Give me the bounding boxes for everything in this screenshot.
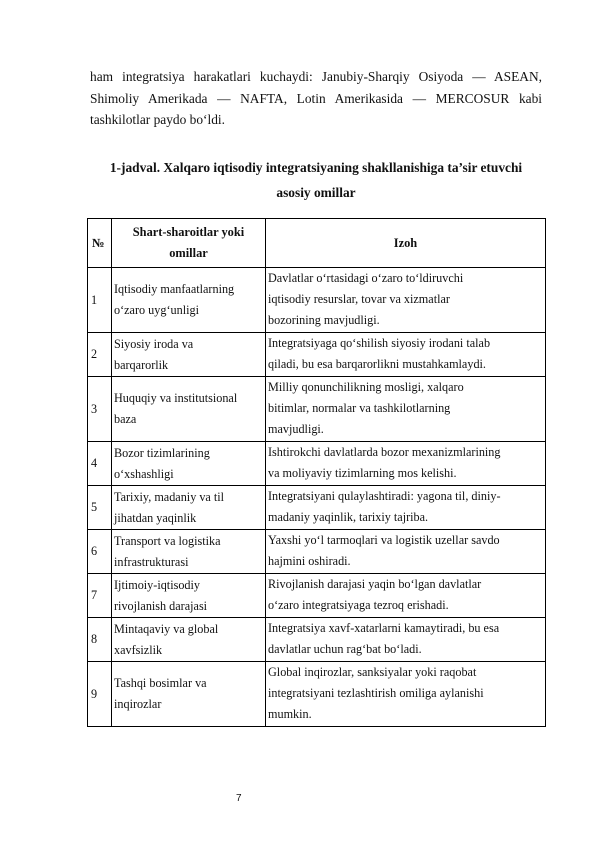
row-note	[266, 486, 546, 530]
table-row	[88, 486, 546, 530]
table-header-row	[88, 219, 546, 268]
row-number: 7	[88, 574, 112, 618]
header-number: №	[88, 219, 112, 268]
table-row	[88, 377, 546, 442]
row-note	[266, 618, 546, 662]
note-line: davlatlar uchun rag‘bat bo‘ladi.	[268, 642, 422, 656]
header-factor	[112, 219, 266, 268]
table-row	[88, 333, 546, 377]
caption-line: 1-jadval. Xalqaro iqtisodiy integratsiyaning shakllanishiga ta’sir etuvchi	[109, 160, 523, 175]
row-factor	[112, 486, 266, 530]
table-row	[88, 268, 546, 333]
note-line: bozorining mavjudligi.	[268, 313, 380, 327]
table-row	[88, 662, 546, 727]
row-number: 5	[88, 486, 112, 530]
note-line: mavjudligi.	[268, 422, 324, 436]
factor-line: Iqtisodiy manfaatlarning	[114, 282, 235, 296]
row-factor	[112, 530, 266, 574]
factor-line: o‘zaro uyg‘unligi	[114, 303, 199, 317]
note-line: Integratsiya xavf-xatarlarni kamaytiradi, bu esa	[268, 621, 500, 635]
note-line: iqtisodiy resurslar, tovar va xizmatlar	[268, 292, 450, 306]
table-row	[88, 442, 546, 486]
table-row	[88, 618, 546, 662]
note-line: Yaxshi yo‘l tarmoqlari va logistik uzellar savdo	[268, 533, 500, 547]
factor-line: baza	[114, 412, 137, 426]
intro-line: Shimoliy Amerikada — NAFTA, Lotin Amerikasida — MERCOSUR kabi	[90, 90, 542, 106]
factor-line: Mintaqaviy va global	[114, 621, 219, 636]
row-number: 9	[88, 662, 112, 727]
row-note	[266, 333, 546, 377]
row-number: 8	[88, 618, 112, 662]
factor-line: Tashqi bosimlar va	[114, 676, 207, 690]
note-line: va moliyaviy tizimlarning mos kelishi.	[268, 466, 457, 480]
row-factor	[112, 333, 266, 377]
note-line: bitimlar, normalar va tashkilotlarning	[268, 401, 451, 415]
factor-line: rivojlanish darajasi	[114, 598, 208, 613]
row-number: 6	[88, 530, 112, 574]
note-line: qiladi, bu esa barqarorlikni mustahkamlaydi.	[268, 357, 486, 371]
table-row	[88, 574, 546, 618]
factor-line: Bozor tizimlarining	[114, 445, 210, 460]
caption-line: asosiy omillar	[276, 185, 356, 200]
note-line: integratsiyani tezlashtirish omiliga aylanishi	[268, 686, 484, 700]
note-line: Davlatlar o‘rtasidagi o‘zaro to‘ldiruvchi	[268, 271, 464, 285]
row-number: 2	[88, 333, 112, 377]
row-number: 1	[88, 268, 112, 333]
row-note	[266, 377, 546, 442]
header-note: Izoh	[266, 219, 546, 268]
factor-line: jihatdan yaqinlik	[114, 510, 197, 525]
header-factor-line: Shart-sharoitlar yoki	[132, 225, 245, 239]
factors-table	[87, 218, 546, 727]
header-factor-line: omillar	[169, 246, 208, 260]
note-line: Ishtirokchi davlatlarda bozor mexanizmlarining	[268, 445, 501, 459]
factor-line: Siyosiy iroda va	[114, 336, 194, 351]
factor-line: infrastrukturasi	[114, 554, 189, 569]
row-number: 4	[88, 442, 112, 486]
row-factor	[112, 574, 266, 618]
row-note	[266, 442, 546, 486]
note-line: Global inqirozlar, sanksiyalar yoki raqobat	[268, 665, 477, 679]
note-line: Integratsiyani qulaylashtiradi: yagona til, diniy-	[268, 489, 501, 503]
row-factor	[112, 662, 266, 727]
factor-line: Tarixiy, madaniy va til	[114, 489, 225, 504]
row-note	[266, 268, 546, 333]
row-factor	[112, 268, 266, 333]
row-factor	[112, 442, 266, 486]
factor-line: Huquqiy va institutsional	[114, 391, 238, 405]
row-note	[266, 530, 546, 574]
factor-line: o‘xshashligi	[114, 466, 174, 481]
table-row	[88, 530, 546, 574]
row-number: 3	[88, 377, 112, 442]
factor-line: barqarorlik	[114, 357, 169, 372]
row-note	[266, 574, 546, 618]
note-line: hajmini oshiradi.	[268, 554, 351, 568]
factor-line: Ijtimoiy-iqtisodiy	[114, 577, 200, 592]
note-line: madaniy yaqinlik, tarixiy tajriba.	[268, 510, 429, 524]
note-line: Integratsiyaga qo‘shilish siyosiy irodani talab	[268, 336, 491, 350]
note-line: o‘zaro integratsiyaga tezroq erishadi.	[268, 598, 449, 612]
table-caption	[90, 155, 542, 205]
factor-line: xavfsizlik	[114, 642, 163, 657]
intro-line: tashkilotlar paydo bo‘ldi.	[90, 112, 225, 127]
factor-line: inqirozlar	[114, 697, 162, 711]
note-line: mumkin.	[268, 707, 312, 721]
row-note	[266, 662, 546, 727]
row-factor	[112, 618, 266, 662]
note-line: Milliy qonunchilikning mosligi, xalqaro	[268, 380, 464, 394]
page-number: 7	[236, 793, 242, 804]
intro-line: ham integratsiya harakatlari kuchaydi: Janubiy-Sharqiy Osiyoda — ASEAN,	[90, 69, 542, 84]
row-factor	[112, 377, 266, 442]
factor-line: Transport va logistika	[114, 533, 221, 548]
intro-paragraph	[90, 66, 542, 131]
note-line: Rivojlanish darajasi yaqin bo‘lgan davlatlar	[268, 577, 482, 591]
